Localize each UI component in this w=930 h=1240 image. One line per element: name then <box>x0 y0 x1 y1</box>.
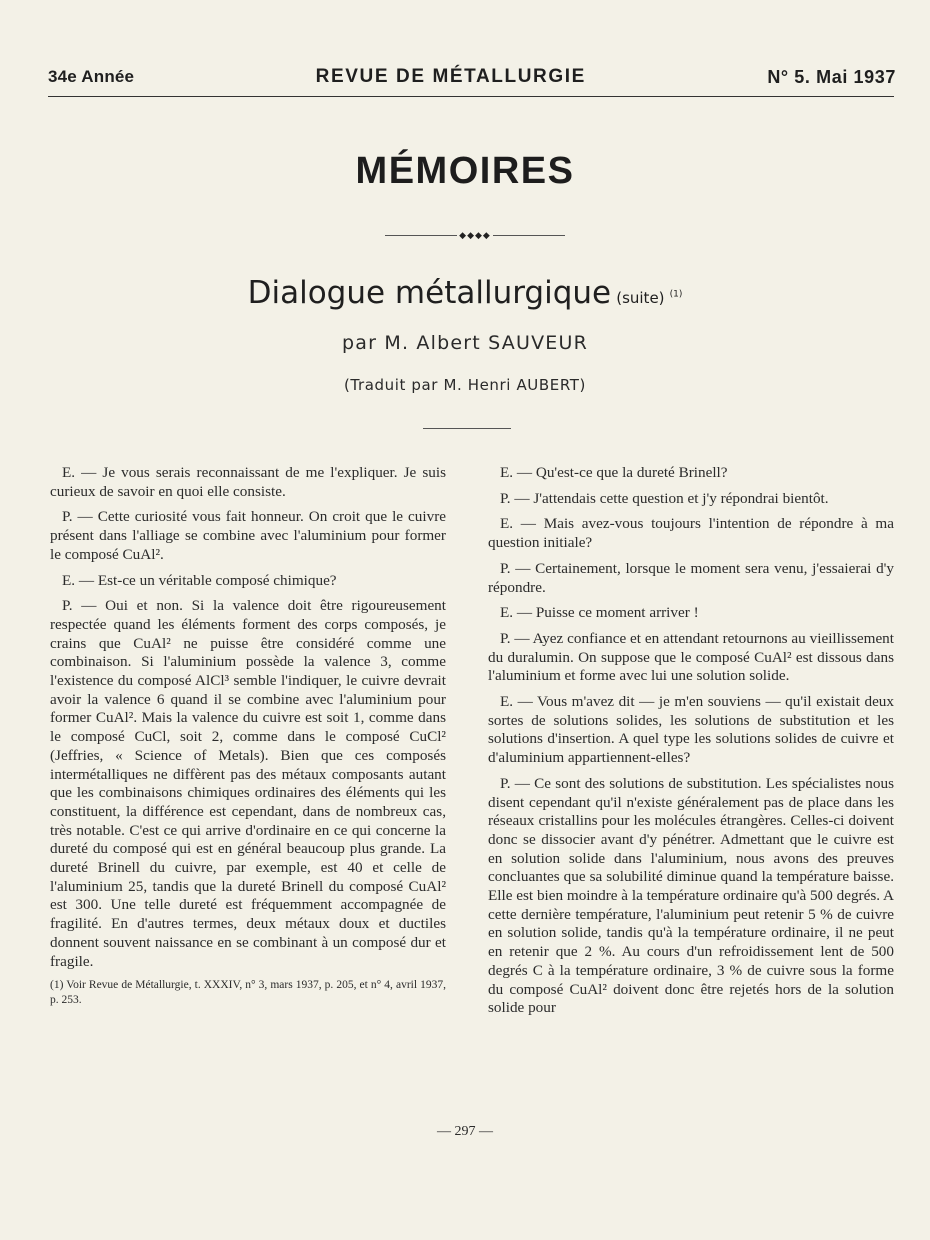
dialogue-paragraph: E. — Je vous serais reconnaissant de me l'expliquer. Je suis curieux de savoir en quoi elle consiste. <box>50 464 446 500</box>
title-rule <box>423 428 511 429</box>
dialogue-paragraph: P. — Cette curiosité vous fait honneur. On croit que le cuivre présent dans l'alliage se combine avec l'aluminium pour former le composé CuAl². <box>50 508 446 563</box>
dialogue-paragraph: E. — Est-ce un véritable composé chimique? <box>62 571 337 589</box>
footnote: (1) Voir Revue de Métallurgie, t. XXXIV, n° 3, mars 1937, p. 205, et n° 4, avril 1937, p. 253. <box>50 979 446 1007</box>
page-number: — 297 — <box>437 1124 493 1139</box>
dialogue-paragraph: P. — Ayez confiance et en attendant retournons au vieillissement du duralumin. On suppose que le composé CuAl² est dissous dans l'aluminium et forme avec lui une solution solide. <box>488 629 894 685</box>
dialogue-paragraph: E. — Vous m'avez dit — je m'en souviens — qu'il existait deux sortes de solutions solides, les solutions de substitution et les solutions d'insertion. A quel type les solutions solides de cuivre et d'aluminium appartiennent-elles? <box>488 693 894 767</box>
translator-line: (Traduit par M. Henri AUBERT) <box>343 376 586 394</box>
left-column <box>50 464 446 1015</box>
article-title-suite: (suite) <box>616 289 665 307</box>
ornament-line-left <box>385 235 457 236</box>
ornament-divider <box>385 228 565 242</box>
dialogue-paragraph: E. — Puisse ce moment arriver ! <box>500 604 699 622</box>
diamond-ornament-icon: ◆◆◆◆ <box>459 230 491 240</box>
header-year: 34e Année <box>48 67 135 86</box>
dialogue-paragraph: P. — Certainement, lorsque le moment sera venu, j'essaierai d'y répondre. <box>488 559 894 596</box>
header-issue: N° 5. Mai 1937 <box>767 66 896 87</box>
running-header <box>48 64 896 90</box>
article-title-main: Dialogue métallurgique <box>247 275 612 311</box>
section-title: MÉMOIRES <box>355 150 575 192</box>
article-title <box>0 275 930 311</box>
author-line: par M. Albert SAUVEUR <box>342 332 588 354</box>
dialogue-paragraph: E. — Qu'est-ce que la dureté Brinell? <box>500 464 728 481</box>
ornament-line-right <box>493 235 565 236</box>
right-column <box>488 464 894 1025</box>
dialogue-paragraph: P. — J'attendais cette question et j'y répondrai bientôt. <box>500 489 829 507</box>
title-footnote-mark: (1) <box>669 289 683 300</box>
header-rule <box>48 96 894 97</box>
dialogue-paragraph: P. — Ce sont des solutions de substitution. Les spécialistes nous disent cependant qu'il n'existe généralement pas de place dans les réseaux cristallins pour les molécules étrangères. Celles-ci doivent donc se dissocier avant d'y pénétrer. Admettant que le cuivre est en solution solide dans l'aluminium, nous avons des preuves concluantes que sa solubilité diminue quand la température baisse. Elle est bien moindre à la température ordinaire qu'à 500 degrés. A cette dernière température, l'aluminium peut retenir 5 % de cuivre en solution solide, tandis qu'à la température ordinaire, il ne peut en retenir que 2 %. Au cours d'un refroidissement lent de 500 degrés C à la température ordinaire, 3 % de cuivre sous la forme du composé CuAl² doivent donc être rejetés hors de la solution solide pour <box>488 774 894 1017</box>
dialogue-paragraph: P. — Oui et non. Si la valence doit être rigoureusement respectée quand les éléments forment des corps composés, je crains que CuAl² ne puisse être considéré comme une combinaison. Si l'aluminium possède la valence 3, comme l'existence du composé AlCl³ semble l'indiquer, le cuivre devrait avoir la valence 6 quand il se combine avec l'aluminium pour former CuAl². Mais la valence du cuivre est soit 1, comme dans le composé CuCl, soit 2, comme dans le composé CuCl² (Jeffries, « Science of Metals). Bien que ces composés intermétalliques ne diffèrent pas des métaux composants autant que les combinaisons chimiques ordinaires des éléments qui les constituent, la différence est cependant, dans de nombreux cas, très notable. C'est ce qui arrive d'ordinaire en ce qui concerne la dureté du composé qui est en général beaucoup plus grande. La dureté Brinell du cuivre, par exemple, est 40 et celle de l'aluminium 25, tandis que la dureté Brinell du composé CuAl² est 300. Une telle dureté est fréquemment accompagnée de fragilité. En d'autres termes, deux métaux doux et ductiles donnent souvent naissance en se combinant à un composé dur et fragile. <box>50 597 446 970</box>
header-journal-title: REVUE DE MÉTALLURGIE <box>315 66 586 87</box>
dialogue-paragraph: E. — Mais avez-vous toujours l'intention de répondre à ma question initiale? <box>488 515 894 552</box>
